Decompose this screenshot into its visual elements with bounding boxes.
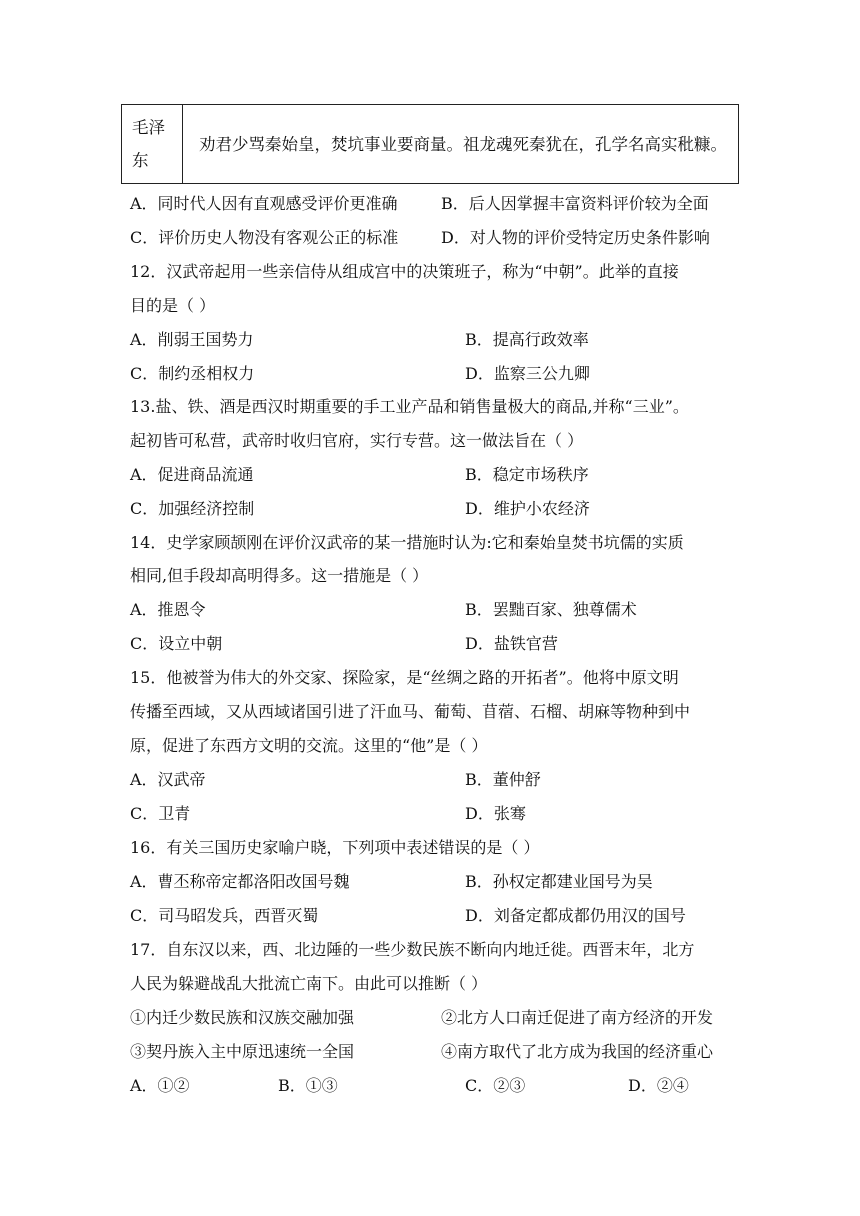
q16-option-b[interactable]: B．孙权定都建业国号为吴 bbox=[465, 872, 653, 891]
q13-option-c[interactable]: C．加强经济控制 bbox=[130, 499, 255, 518]
q16-option-d[interactable]: D．刘备定都成都仍用汉的国号 bbox=[465, 906, 686, 925]
q16-option-a[interactable]: A．曹丕称帝定都洛阳改国号魏 bbox=[130, 872, 350, 891]
q15-stem-line1: 15．他被誉为伟大的外交家、探险家，是“丝绸之路的开拓者”。他将中原文明 bbox=[130, 668, 679, 687]
q17-option-c[interactable]: C．②③ bbox=[465, 1076, 526, 1095]
q17-statement-2: ②北方人口南迁促进了南方经济的开发 bbox=[441, 1008, 714, 1027]
q14-stem-line2: 相同,但手段却高明得多。这一措施是（ ） bbox=[130, 566, 429, 585]
q13-option-a[interactable]: A．促进商品流通 bbox=[130, 465, 254, 484]
q17-statement-1: ①内迁少数民族和汉族交融加强 bbox=[130, 1008, 355, 1027]
prev-option-d[interactable]: D．对人物的评价受特定历史条件影响 bbox=[441, 228, 710, 247]
q17-option-b[interactable]: B．①③ bbox=[278, 1076, 338, 1095]
q15-option-d[interactable]: D．张骞 bbox=[465, 804, 526, 823]
prev-option-a[interactable]: A．同时代人因有直观感受评价更准确 bbox=[130, 194, 398, 213]
q15-stem-line3: 原，促进了东西方文明的交流。这里的“他”是（ ） bbox=[130, 736, 488, 755]
q12-stem-line1: 12．汉武帝起用一些亲信侍从组成宫中的决策班子，称为“中朝”。此举的直接 bbox=[130, 262, 679, 281]
q17-stem-line2: 人民为躲避战乱大批流亡南下。由此可以推断（ ） bbox=[130, 974, 488, 993]
q13-option-d[interactable]: D．维护小农经济 bbox=[465, 499, 590, 518]
q14-option-d[interactable]: D．盐铁官营 bbox=[465, 634, 558, 653]
quote-author-line2: 东 bbox=[132, 151, 149, 170]
q15-stem-line2: 传播至西域，又从西域诸国引进了汗血马、葡萄、苜蓿、石榴、胡麻等物种到中 bbox=[130, 702, 691, 721]
prev-option-b[interactable]: B．后人因掌握丰富资料评价较为全面 bbox=[441, 194, 709, 213]
q15-option-c[interactable]: C．卫青 bbox=[130, 804, 191, 823]
q17-option-d[interactable]: D．②④ bbox=[628, 1076, 689, 1095]
q12-option-d[interactable]: D．监察三公九卿 bbox=[465, 364, 590, 383]
q15-option-b[interactable]: B．董仲舒 bbox=[465, 770, 541, 789]
q14-option-b[interactable]: B．罢黜百家、独尊儒术 bbox=[465, 600, 637, 619]
quote-author-line1: 毛泽 bbox=[132, 118, 165, 137]
quote-table bbox=[121, 104, 739, 184]
q14-option-a[interactable]: A．推恩令 bbox=[130, 600, 206, 619]
q16-stem-line1: 16．有关三国历史家喻户晓，下列项中表述错误的是（ ） bbox=[130, 838, 540, 857]
q12-option-a[interactable]: A．削弱王国势力 bbox=[130, 330, 254, 349]
q13-stem-line2: 起初皆可私营，武帝时收归官府，实行专营。这一做法旨在（ ） bbox=[130, 431, 584, 450]
q17-option-a[interactable]: A．①② bbox=[130, 1076, 190, 1095]
quote-verse-cell: 劝君少骂秦始皇，焚坑事业要商量。祖龙魂死秦犹在，孔学名高实秕糠。 bbox=[183, 105, 739, 184]
q14-option-c[interactable]: C．设立中朝 bbox=[130, 634, 223, 653]
q16-option-c[interactable]: C．司马昭发兵，西晋灭蜀 bbox=[130, 906, 319, 925]
q17-statement-4: ④南方取代了北方成为我国的经济重心 bbox=[441, 1042, 714, 1061]
q12-stem-line2: 目的是（ ） bbox=[130, 296, 216, 315]
q13-option-b[interactable]: B．稳定市场秩序 bbox=[465, 465, 589, 484]
prev-option-c[interactable]: C．评价历史人物没有客观公正的标准 bbox=[130, 228, 399, 247]
q17-statement-3: ③契丹族入主中原迅速统一全国 bbox=[130, 1042, 355, 1061]
q14-stem-line1: 14．史学家顾颉刚在评价汉武帝的某一措施时认为:它和秦始皇焚书坑儒的实质 bbox=[130, 533, 684, 552]
q12-option-c[interactable]: C．制约丞相权力 bbox=[130, 364, 255, 383]
quote-table-row bbox=[122, 105, 739, 184]
q15-option-a[interactable]: A．汉武帝 bbox=[130, 770, 206, 789]
q12-option-b[interactable]: B．提高行政效率 bbox=[465, 330, 589, 349]
q17-stem-line1: 17．自东汉以来，西、北边陲的一些少数民族不断向内地迁徙。西晋末年，北方 bbox=[130, 940, 695, 959]
q13-stem-line1: 13.盐、铁、酒是西汉时期重要的手工业产品和销售量极大的商品,并称“三业”。 bbox=[130, 397, 689, 416]
quote-author-cell bbox=[122, 105, 183, 184]
